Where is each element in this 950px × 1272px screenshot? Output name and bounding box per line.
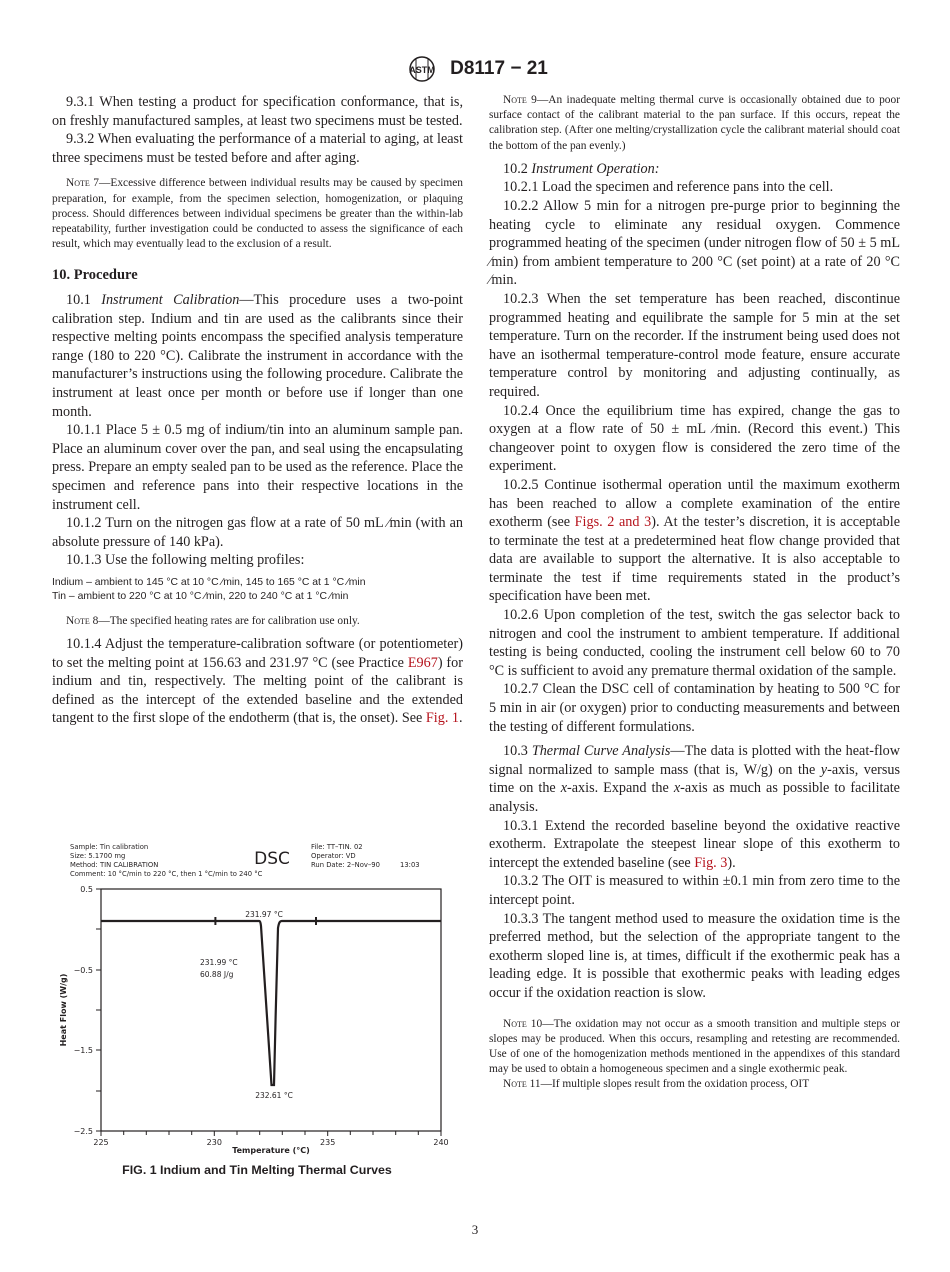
paragraph-10-2-1: 10.2.1 Load the specimen and reference pans into the cell. bbox=[503, 179, 834, 196]
link-figs-2-and-3[interactable]: Figs. 2 and 3 bbox=[574, 514, 652, 531]
left-column bbox=[52, 93, 463, 728]
paragraph-10-3-3: 10.3.3 The tangent method used to measure the oxidation time is the preferred method, but the selection of the appropriate tangent to the exotherm sloped line is, at times, difficult if the exothermic peak has a leading edge. It is possible that exothermic peaks with leading edges occur if the oxidation reaction is slow. bbox=[489, 910, 900, 1001]
link-fig-1[interactable]: Fig. 1 bbox=[425, 710, 460, 727]
svg-text:Operator: VD: Operator: VD bbox=[311, 852, 356, 860]
document-designation: D8117 − 21 bbox=[450, 58, 548, 79]
svg-text:Size: 5.1700 mg: Size: 5.1700 mg bbox=[70, 852, 126, 860]
dsc-chart bbox=[52, 840, 462, 1155]
paragraph-10-1-2: 10.1.2 Turn on the nitrogen gas flow at a rate of 50 mL ⁄min (with an absolute pressure of 140 kPa). bbox=[52, 515, 463, 550]
paragraph-9-3-1: 9.3.1 When testing a product for specification conformance, that is, on freshly manufactured samples, at least two specimens must be tested. bbox=[52, 94, 463, 129]
paragraph-10-2-7: 10.2.7 Clean the DSC cell of contamination by heating to 500 °C for 5 min in air (or oxygen) prior to conducting measurements and between the testing of different formulations. bbox=[489, 681, 900, 735]
paragraph-9-3-2: 9.3.2 When evaluating the performance of a material to aging, at least three specimens must be tested before and after aging. bbox=[52, 131, 463, 166]
figure-caption: FIG. 1 Indium and Tin Melting Thermal Curves bbox=[122, 1163, 392, 1177]
paragraph-10-3-2: 10.3.2 The OIT is measured to within ±0.1 min from zero time to the intercept point. bbox=[489, 873, 900, 908]
melting-profiles-list bbox=[52, 576, 463, 605]
page-header bbox=[0, 55, 950, 83]
page-number: 3 bbox=[471, 1222, 479, 1237]
section-heading-procedure: 10. Procedure bbox=[52, 267, 138, 284]
y-axis-title: Heat Flow (W/g) bbox=[59, 973, 68, 1047]
svg-text:ASTM: ASTM bbox=[409, 65, 435, 75]
note-8: Note 8—The specified heating rates are for calibration use only. bbox=[66, 614, 360, 627]
paragraph-10-3: 10.3 Thermal Curve Analysis—The data is plotted with the heat-flow signal normalized to sample mass (that is, W/g) on the y-axis, versus time on the x-axis. Expand the x-axis as much as possible to facilitate analysis. bbox=[489, 743, 900, 815]
note-7: Note 7—Excessive difference between individual results may be caused by specimen preparation, for example, from the specimen selection, homogenization, or plaquing process. Should differences between individual specimens be greater than the within-lab repeatability, further investigation could be conducted to assess the significance of each result, which may eventually lead to the exclusion of a result. bbox=[52, 177, 464, 251]
paragraph-10-2-4: 10.2.4 Once the equilibrium time has expired, change the gas to oxygen at a flow rate of 50 ± mL ⁄min. (Record this event.) This changeover point to oxygen flow is considered the zero time of the experiment. bbox=[489, 402, 900, 475]
svg-text:Run Date: 2–Nov–90: Run Date: 2–Nov–90 bbox=[311, 861, 380, 869]
svg-text:−1.5: −1.5 bbox=[73, 1046, 93, 1055]
paragraph-10-2-6: 10.2.6 Upon completion of the test, switch the gas selector back to nitrogen and cool the instrument to ambient temperature. If additional testing is being conducted, cooling the instrument cell below 60 to 70 °C is sufficient to avoid any premature thermal oxidation of the sample. bbox=[489, 607, 900, 679]
svg-text:−0.5: −0.5 bbox=[73, 966, 93, 975]
note-11: Note 11—If multiple slopes result from the oxidation process, OIT bbox=[503, 1078, 810, 1091]
right-column bbox=[489, 93, 900, 1093]
paragraph-10-1-4: 10.1.4 Adjust the temperature-calibration software (or potentiometer) to set the melting point at 156.63 and 231.97 °C (see Practice E967) for indium and tin, respectively. The melting point of the calibrant is defined as the intercept of the extended baseline and the extended tangent to the first slope of the endotherm (that is, the onset). See Fig. 1. bbox=[52, 636, 463, 727]
paragraph-10-2: 10.2 Instrument Operation: bbox=[503, 160, 660, 177]
x-axis-ticks bbox=[101, 1131, 441, 1136]
svg-text:230: 230 bbox=[206, 1138, 222, 1147]
x-axis-title: Temperature (°C) bbox=[232, 1146, 310, 1155]
heat-flow-curve bbox=[101, 921, 441, 1085]
peak-annotation: 232.61 °C bbox=[255, 1091, 293, 1100]
chart-info-left bbox=[70, 843, 263, 878]
svg-text:235: 235 bbox=[320, 1138, 336, 1147]
chart-info-right bbox=[311, 843, 420, 869]
svg-text:0.5: 0.5 bbox=[80, 885, 93, 894]
profile-indium: Indium – ambient to 145 °C at 10 °C ⁄min, 145 to 165 °C at 1 °C ⁄min bbox=[52, 576, 366, 588]
y-axis-labels bbox=[74, 885, 93, 1136]
astm-logo-icon bbox=[402, 55, 442, 83]
note-label: Note 7 bbox=[66, 177, 99, 190]
svg-text:Comment: 10 °C/min to 220 °C,: Comment: 10 °C/min to 220 °C, then 1 °C/min to 240 °C bbox=[70, 870, 263, 878]
chart-annotations bbox=[200, 910, 293, 1100]
svg-text:13:03: 13:03 bbox=[400, 861, 420, 869]
paragraph-10-2-2: 10.2.2 Allow 5 min for a nitrogen pre-purge prior to beginning the heating cycle to eliminate any residual oxygen. Commence programmed heating of the specimen (under nitrogen flow of 50 ± 5 mL ⁄min) from ambient temperature to 200 °C (set point) at a rate of 20 °C ⁄min. bbox=[489, 198, 900, 289]
svg-text:Method: TIN CALIBRATION: Method: TIN CALIBRATION bbox=[70, 861, 159, 869]
enthalpy-annotation: 60.88 J/g bbox=[200, 970, 234, 979]
svg-text:−2.5: −2.5 bbox=[73, 1127, 93, 1136]
svg-text:File: TT–TIN. 02: File: TT–TIN. 02 bbox=[311, 843, 363, 851]
paragraph-10-1-3: 10.1.3 Use the following melting profiles: bbox=[66, 552, 305, 569]
paragraph-10-3-1: 10.3.1 Extend the recorded baseline beyond the oxidative reactive exotherm. Extrapolate the steepest linear slope of this exotherm to intercept the extended baseline (see Fig. 3). bbox=[489, 817, 900, 871]
paragraph-10-1-1: 10.1.1 Place 5 ± 0.5 mg of indium/tin into an aluminum sample pan. Place an aluminum cover over the pan, and seal using the encapsulating press. Prepare an empty sealed pan to be used as the reference. Place the specimen and reference pans into their respective locations in the instrument cell. bbox=[52, 422, 463, 513]
link-fig-3[interactable]: Fig. 3 bbox=[694, 854, 728, 871]
note-9: Note 9—An inadequate melting thermal curve is occasionally obtained due to poor surface contact of the calibrant material to the pan surface. If this occurs, repeat the calibration step. (After one melting/crystallization cycle the calibrant material should coat the bottom of the pan evenly.) bbox=[489, 94, 900, 152]
svg-text:240: 240 bbox=[433, 1138, 449, 1147]
note-10: Note 10—The oxidation may not occur as a smooth transition and multiple steps or slopes may be produced. When this occurs, resampling and retesting are recommended. Use of one of the homogenization methods mentioned in the appendixes of this standard may be used to obtain a homogeneous specimen and a single exothermic peak. bbox=[489, 1017, 900, 1076]
svg-text:Sample: Tin calibration: Sample: Tin calibration bbox=[70, 843, 149, 851]
paragraph-10-2-3: 10.2.3 When the set temperature has been reached, discontinue programmed heating and equilibrate the sample for 5 min at the set temperature. Turn on the recorder. If the instrument being used does not have an isothermal temperature-control mode feature, ensure accurate temperature control by monitoring and adjusting continually, as required. bbox=[489, 290, 900, 400]
y-axis-ticks bbox=[96, 889, 101, 1131]
link-e967[interactable]: E967 bbox=[407, 654, 438, 671]
paragraph-10-2-5: 10.2.5 Continue isothermal operation until the maximum exotherm has been reached to allow a complete examination of the entire exotherm (see Figs. 2 and 3). At the tester’s discretion, it is acceptable to terminate the test at a predetermined heat flow change provided that data are available to support the alternative. It is also acceptable to terminate the test if time requirements stated in the product’s specification have been met. bbox=[489, 476, 900, 605]
chart-title: DSC bbox=[254, 849, 290, 869]
onset-annotation: 231.97 °C bbox=[245, 910, 283, 919]
profile-tin: Tin – ambient to 220 °C at 10 °C ⁄min, 220 to 240 °C at 1 °C ⁄min bbox=[52, 591, 349, 603]
svg-text:225: 225 bbox=[93, 1138, 109, 1147]
integral-temp-annotation: 231.99 °C bbox=[200, 958, 238, 967]
paragraph-10-1: 10.1 Instrument Calibration—This procedure uses a two-point calibration step. Indium and tin are used as the calibrants since their respective melting points encompass the specified analysis temperature range (180 to 220 °C). Calibrate the instrument in accordance with the manufacturer’s instructions using the following procedure. Calibrate the instrument at least once per month or before use if longer than one month. bbox=[52, 291, 463, 420]
